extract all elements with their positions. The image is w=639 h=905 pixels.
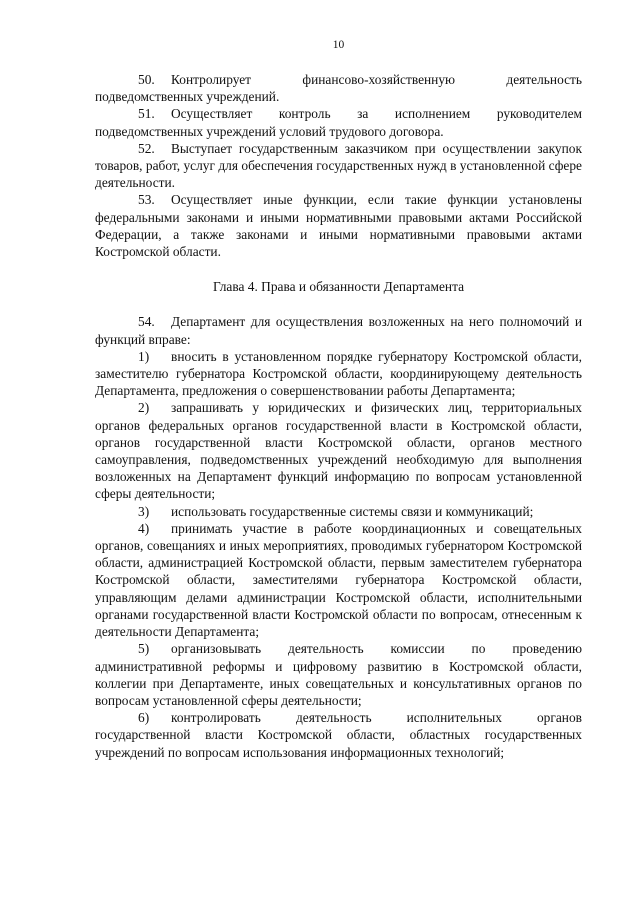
- item-number: 4): [138, 520, 150, 536]
- document-body: [95, 71, 582, 761]
- paragraph-text: Контролирует финансово-хозяйственную деятельность подведомственных учреждений.: [95, 72, 582, 105]
- item-text: использовать государственные системы связи и коммуникаций;: [171, 503, 534, 519]
- paragraph-text: Осуществляет контроль за исполнением руководителем подведомственных учреждений условий трудового договора.: [95, 106, 582, 139]
- spacer: [95, 260, 582, 278]
- item-number: 2): [138, 400, 150, 416]
- paragraph-53: [95, 191, 582, 260]
- item-text: контролировать деятельность исполнительных органов государственной власти Костромской области, областных государственных учреждений по вопросам использования информационных технологий;: [95, 710, 582, 760]
- paragraph-number: 50.: [138, 72, 155, 87]
- item-number: 1): [138, 348, 150, 364]
- paragraph-text: Департамент для осуществления возложенных на него полномочий и функций вправе:: [95, 314, 582, 347]
- list-item-3: [95, 503, 582, 520]
- list-item-6: [95, 709, 582, 761]
- paragraph-text: Осуществляет иные функции, если такие функции установлены федеральными законами и иными нормативными правовыми актами Российской Федерации, а также законами и иными нормативными правовыми актами Костромской области.: [95, 192, 582, 260]
- item-number: 6): [138, 710, 150, 726]
- list-item-2: [95, 399, 582, 502]
- spacer: [95, 295, 582, 313]
- item-text: организовывать деятельность комиссии по проведению административной реформы и цифровому развитию в Костромской области, коллегии при Департаменте, иных совещательных и консультативных органов по вопросам установленной сферы деятельности;: [95, 641, 582, 708]
- paragraph-number: 53.: [138, 192, 155, 208]
- item-number: 3): [138, 503, 150, 519]
- paragraph-number: 51.: [138, 106, 155, 122]
- paragraph-51: [95, 105, 582, 139]
- item-text: вносить в установленном порядке губернатору Костромской области, заместителю губернатора Костромской области, координирующему деятельность Департамента, предложения о совершенствовании работы Департамента;: [95, 348, 582, 399]
- chapter-heading: Глава 4. Права и обязанности Департамента: [212, 279, 465, 295]
- item-text: принимать участие в работе координационных и совещательных органов, совещаниях и иных мероприятиях, проводимых губернатором Костромской области, администрацией Костромской области, первым заместителем губернатора Костромской области, заместителями губернатора Костромской области, управляющим делами администрации Костромской области, исполнительными органами государственной власти Костромской области по вопросам, отнесенным к деятельности Департамента;: [95, 520, 582, 640]
- paragraph-50: [95, 71, 582, 105]
- list-item-5: [95, 640, 582, 709]
- paragraph-52: [95, 140, 582, 192]
- paragraph-text: Выступает государственным заказчиком при осуществлении закупок товаров, работ, услуг для обеспечения государственных нужд в установленной сфере деятельности.: [95, 140, 582, 191]
- list-item-4: [95, 520, 582, 640]
- paragraph-54: [95, 313, 582, 347]
- page-number: 10: [332, 39, 345, 51]
- paragraph-number: 54.: [138, 314, 155, 330]
- paragraph-number: 52.: [138, 140, 155, 156]
- item-text: запрашивать у юридических и физических лиц, территориальных органов федеральных органов государственной власти в Костромской области, органов государственной власти Костромской области, органов местного самоуправления, подведомственных учреждений необходимую для выполнения возложенных на Департамент функций информацию по вопросам установленной сферы деятельности;: [95, 400, 582, 502]
- item-number: 5): [138, 641, 150, 657]
- list-item-1: [95, 348, 582, 400]
